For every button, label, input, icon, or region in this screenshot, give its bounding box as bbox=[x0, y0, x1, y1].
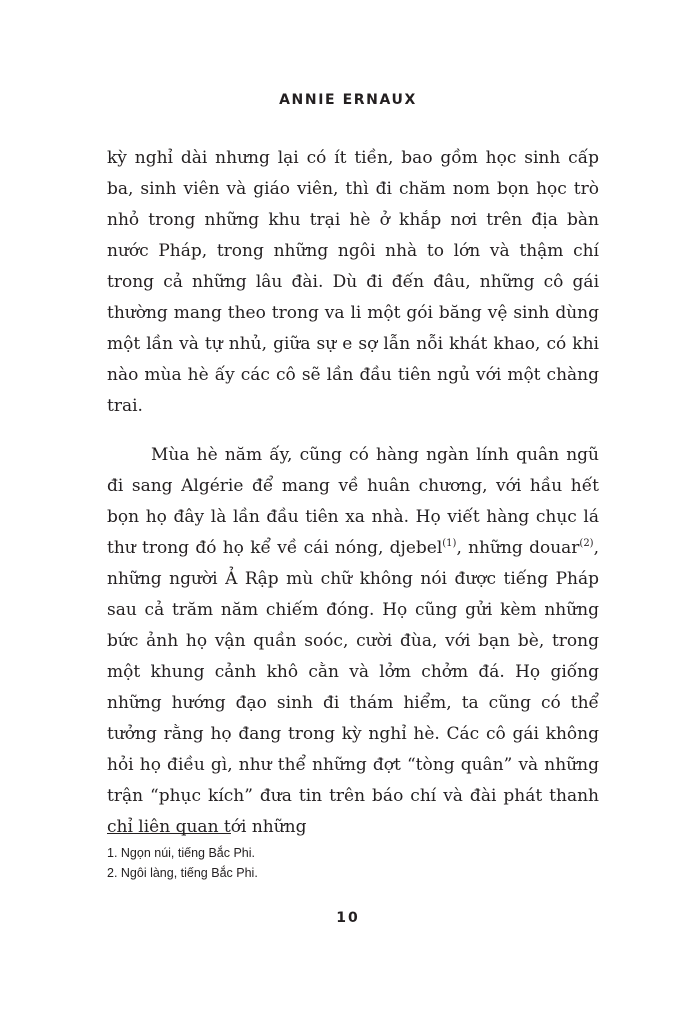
footnotes bbox=[107, 843, 587, 883]
footnote-1: 1. Ngọn núi, tiếng Bắc Phi. bbox=[107, 846, 256, 860]
footnote-2: 2. Ngôi làng, tiếng Bắc Phi. bbox=[107, 866, 258, 880]
footnote-divider bbox=[107, 833, 231, 834]
paragraph-2-text-b: , những douar bbox=[456, 538, 580, 558]
paragraph-2-text-c: , những người Ả Rập mù chữ không nói được tiếng Pháp sau cả trăm năm chiếm đóng. Họ cũng gửi kèm những bức ảnh họ vận quần soóc, cười đùa, với bạn bè, trong một khung cảnh khô cằn và lởm chởm đá. Họ giống những hướng đạo sinh đi thám hiểm, ta cũng có thể tưởng rằng họ đang trong kỳ nghỉ hè. Các cô gái không hỏi họ điều gì, như thể những đợt “tòng quân” và những trận “phục kích” đưa tin trên báo chí và đài phát thanh chỉ liên quan tới những bbox=[107, 538, 599, 837]
page-number: 10 bbox=[336, 910, 360, 926]
running-head-author: ANNIE ERNAUX bbox=[279, 92, 417, 108]
footnote-ref-1: (1) bbox=[442, 538, 457, 549]
footnote-ref-2: (2) bbox=[579, 538, 594, 549]
body-paragraph-1: kỳ nghỉ dài nhưng lại có ít tiền, bao gồm học sinh cấp ba, sinh viên và giáo viên, thì đi chăm nom bọn học trò nhỏ trong những khu trại hè ở khắp nơi trên địa bàn nước Pháp, trong những ngôi nhà to lớn và thậm chí trong cả những lâu đài. Dù đi đến đâu, những cô gái thường mang theo trong va li một gói băng vệ sinh dùng một lần và tự nhủ, giữa sự e sợ lẫn nỗi khát khao, có khi nào mùa hè ấy các cô sẽ lần đầu tiên ngủ với một chàng trai. bbox=[107, 148, 599, 416]
paragraph-2-text-a: Mùa hè năm ấy, cũng có hàng ngàn lính quân ngũ đi sang Algérie để mang về huân chương, với hầu hết bọn họ đây là lần đầu tiên xa nhà. Họ viết hàng chục lá thư trong đó họ kể về cái nóng, djebel bbox=[107, 445, 599, 558]
body-paragraph-2 bbox=[107, 440, 599, 843]
